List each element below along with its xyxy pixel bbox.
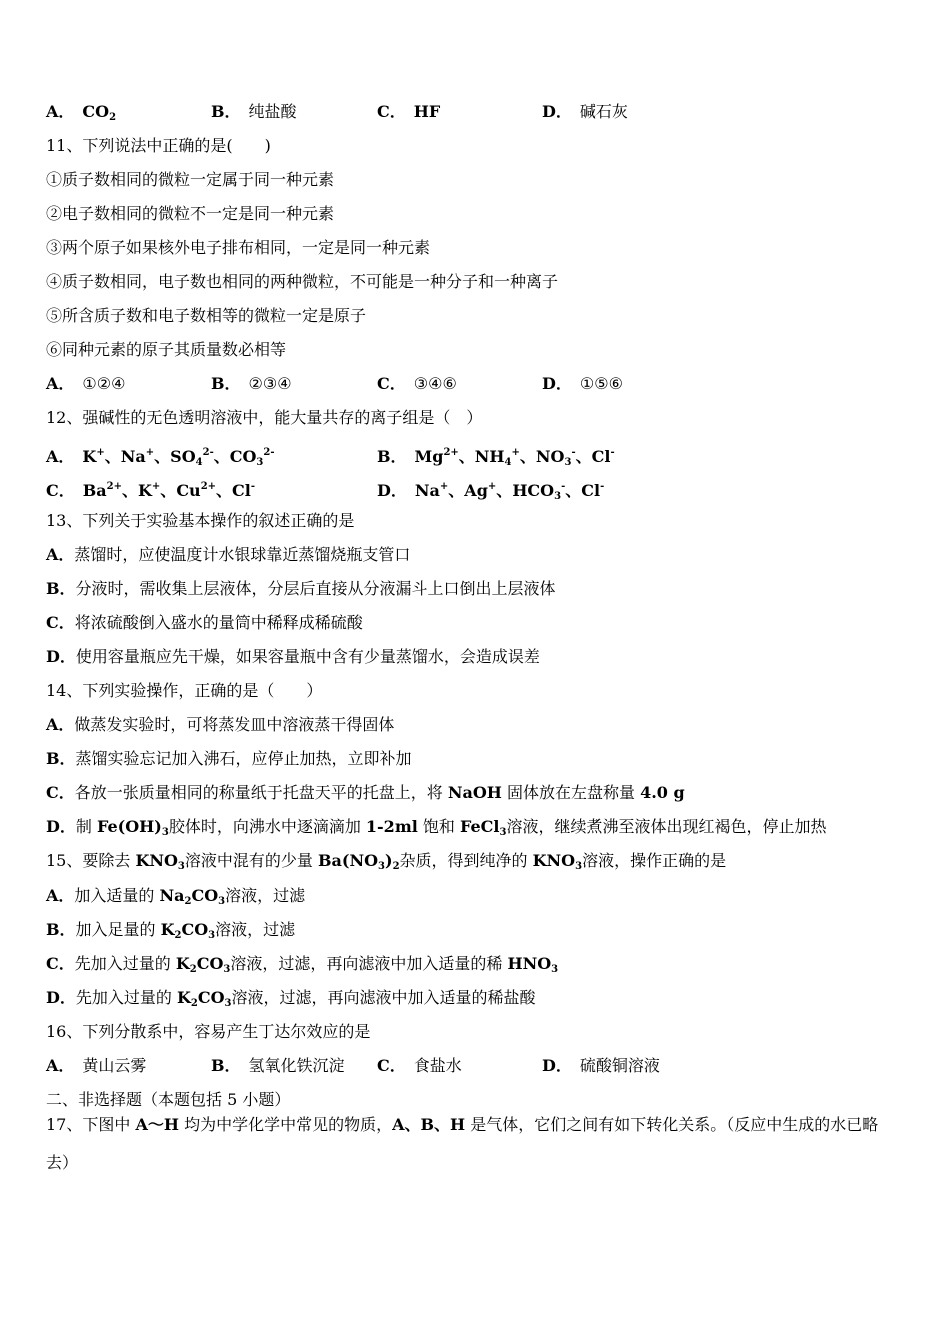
q12-option-c: C． $Ba^{2+}$、K+、$Cu^{2+}$、Cl- xyxy=(46,481,256,500)
q11-statement-5: ⑤所含质子数和电子数相等的微粒一定是原子 xyxy=(46,306,367,325)
section-heading: 二、非选择题（本题包括 5 小题） xyxy=(46,1090,291,1109)
q15-option-c: C．先加入过量的 $K_2CO_3$溶液，过滤，再向滤液中加入适量的稀 $HNO_3$ xyxy=(46,954,559,975)
q12-option-b: B． $Mg^{2+}$、$NH_4^+$、$NO_3^-$、Cl- xyxy=(377,447,615,468)
q11-statement-2: ②电子数相同的微粒不一定是同一种元素 xyxy=(46,204,335,223)
q11-statement-6: ⑥同种元素的原子其质量数必相等 xyxy=(46,340,287,359)
q11-option-c: C． ③④⑥ xyxy=(377,374,457,393)
q11-statement-4: ④质子数相同，电子数也相同的两种微粒，不可能是一种分子和一种离子 xyxy=(46,272,559,291)
q15-stem: 15、要除去 $KNO_3$溶液中混有的少量 $Ba(NO_3)_2$杂质，得到纯净的 $KNO_3$溶液，操作正确的是 xyxy=(46,851,727,872)
q12-option-a: A． K+、Na+、$SO_4^{2-}$、$CO_3^{2-}$ xyxy=(46,447,275,468)
q16-option-d: D． 硫酸铜溶液 xyxy=(542,1056,660,1075)
q15-option-b: B．加入足量的 $K_2CO_3$溶液，过滤 xyxy=(46,920,296,941)
q13-option-c: C．将浓硫酸倒入盛水的量筒中稀释成稀硫酸 xyxy=(46,613,363,632)
q14-option-a: A．做蒸发实验时，可将蒸发皿中溶液蒸干得固体 xyxy=(46,715,395,734)
q11-option-d: D． ①⑤⑥ xyxy=(542,374,623,393)
q17-stem-continued: 去） xyxy=(46,1153,79,1172)
q17-stem: 17、下图中 A～H 均为中学化学中常见的物质，A、B、H 是气体，它们之间有如下转化关系。（反应中生成的水已略 xyxy=(46,1115,879,1134)
q16-option-a: A． 黄山云雾 xyxy=(46,1056,147,1075)
q11-option-b: B． ②③④ xyxy=(211,374,292,393)
q14-option-c: C．各放一张质量相同的称量纸于托盘天平的托盘上，将 NaOH 固体放在左盘称量 4.0 g xyxy=(46,783,685,802)
q16-option-c: C． 食盐水 xyxy=(377,1056,462,1075)
q16-stem: 16、下列分散系中，容易产生丁达尔效应的是 xyxy=(46,1022,371,1041)
q14-option-b: B．蒸馏实验忘记加入沸石，应停止加热，立即补加 xyxy=(46,749,412,768)
q11-option-a: A． ①②④ xyxy=(46,374,126,393)
q11-stem: 11、下列说法中正确的是( ) xyxy=(46,136,271,155)
q14-option-d: D．制 $Fe(OH)_3$胶体时，向沸水中逐滴滴加 1-2ml 饱和 FeCl$_3$溶液，继续煮沸至液体出现红褐色，停止加热 xyxy=(46,817,827,838)
q10-option-c: C． HF xyxy=(377,102,441,121)
q13-option-a: A．蒸馏时，应使温度计水银球靠近蒸馏烧瓶支管口 xyxy=(46,545,411,564)
q11-statement-3: ③两个原子如果核外电子排布相同，一定是同一种元素 xyxy=(46,238,431,257)
q13-stem: 13、下列关于实验基本操作的叙述正确的是 xyxy=(46,511,355,530)
q10-option-d: D． 碱石灰 xyxy=(542,102,628,121)
q11-statement-1: ①质子数相同的微粒一定属于同一种元素 xyxy=(46,170,335,189)
q10-option-b: B． 纯盐酸 xyxy=(211,102,297,121)
q15-option-a: A．加入适量的 $Na_2CO_3$溶液，过滤 xyxy=(46,886,306,907)
q12-stem: 12、强碱性的无色透明溶液中，能大量共存的离子组是（ ） xyxy=(46,408,483,427)
q16-option-b: B． 氢氧化铁沉淀 xyxy=(211,1056,345,1075)
q13-option-b: B．分液时，需收集上层液体，分层后直接从分液漏斗上口倒出上层液体 xyxy=(46,579,556,598)
q12-option-d: D． Na+、Ag+、$HCO_3^-$、Cl- xyxy=(377,481,605,502)
q10-option-a: A． $CO_2$ xyxy=(46,102,117,123)
q15-option-d: D．先加入过量的 $K_2CO_3$溶液，过滤，再向滤液中加入适量的稀盐酸 xyxy=(46,988,536,1009)
q13-option-d: D．使用容量瓶应先干燥，如果容量瓶中含有少量蒸馏水，会造成误差 xyxy=(46,647,540,666)
q14-stem: 14、下列实验操作，正确的是（ ） xyxy=(46,681,323,700)
